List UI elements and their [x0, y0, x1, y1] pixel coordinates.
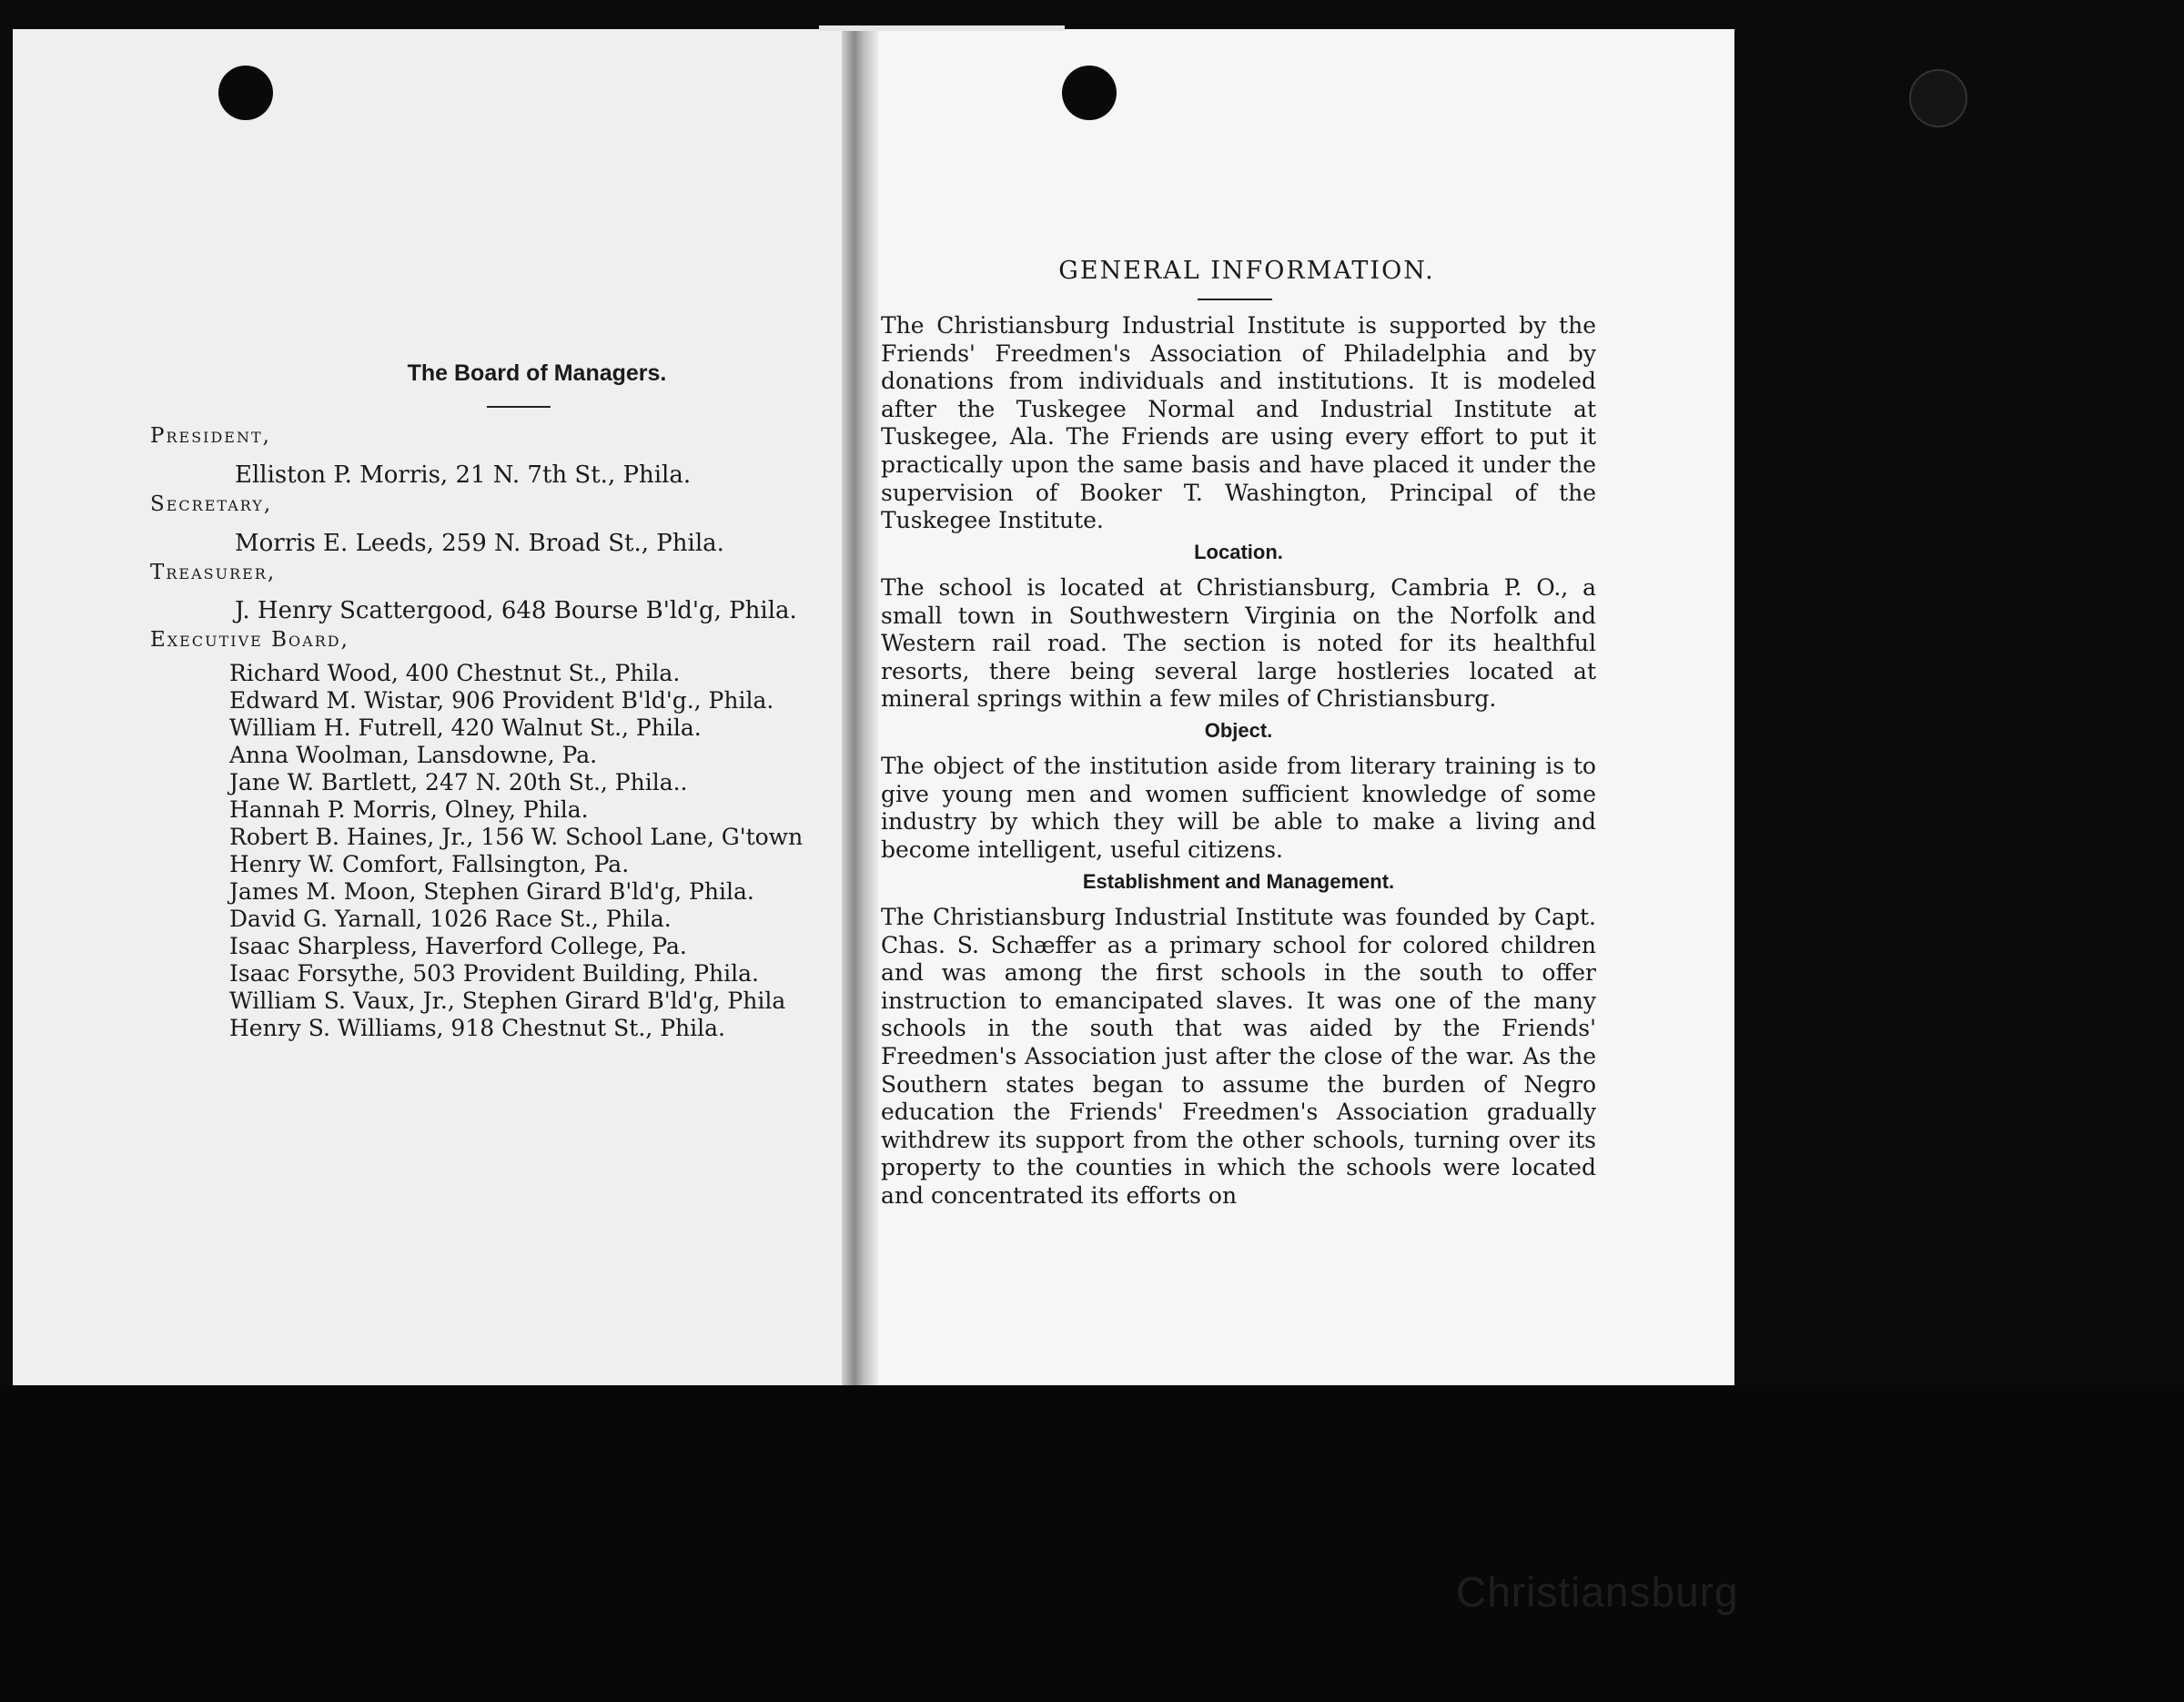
- punch-hole-dark: [1909, 69, 1967, 127]
- board-member: Robert B. Haines, Jr., 156 W. School Lane, G'town: [229, 824, 804, 850]
- board-title: The Board of Managers.: [407, 360, 667, 386]
- board-member: Richard Wood, 400 Chestnut St., Phila.: [229, 660, 681, 686]
- board-member: Jane W. Bartlett, 247 N. 20th St., Phila..: [229, 769, 688, 795]
- intro-paragraph: The Christiansburg Industrial Institute is supported by the Friends' Freedmen's Association of Philadelphia and by donations from individuals and institutions. It is modeled after the Tuskegee Normal and Industrial Institute at Tuskegee, Ala. The Friends are using every effort to put it practically upon the same basis and have placed it under the supervision of Booker T. Washington, Principal of the Tuskegee Institute.: [881, 312, 1596, 534]
- page-gutter: [842, 29, 878, 1385]
- secretary-label: Secretary,: [150, 492, 273, 516]
- object-paragraph: The object of the institution aside from literary training is to give young men and women sufficient knowledge of some industry by which they will be able to make a living and become intelligent, useful citizens.: [881, 753, 1596, 863]
- board-member: Isaac Forsythe, 503 Provident Building, Phila.: [229, 960, 759, 987]
- location-paragraph: The school is located at Christiansburg, Cambria P. O., a small town in Southwestern Virginia on the Norfolk and Western rail road. The section is noted for its healthful resorts, there being several large hostleries located at mineral springs within a few miles of Christiansburg.: [881, 574, 1596, 713]
- president-name: Elliston P. Morris, 21 N. 7th St., Phila.: [235, 461, 692, 489]
- establishment-heading: Establishment and Management.: [1082, 870, 1395, 893]
- board-member: Hannah P. Morris, Olney, Phila.: [229, 796, 589, 823]
- treasurer-label: Treasurer,: [150, 561, 277, 584]
- board-member: Isaac Sharpless, Haverford College, Pa.: [229, 933, 687, 959]
- board-member: Henry W. Comfort, Fallsington, Pa.: [229, 851, 630, 877]
- object-heading: Object.: [1204, 719, 1273, 742]
- title-rule: [1198, 299, 1272, 300]
- scan-bottom-band: [0, 1385, 2184, 1702]
- board-member: David G. Yarnall, 1026 Race St., Phila.: [229, 906, 672, 932]
- treasurer-name: J. Henry Scattergood, 648 Bourse B'ld'g, Phila.: [235, 597, 797, 624]
- board-member: Henry S. Williams, 918 Chestnut St., Phila.: [229, 1015, 725, 1041]
- punch-hole-left: [218, 66, 273, 120]
- board-member: Edward M. Wistar, 906 Provident B'ld'g., Phila.: [229, 687, 774, 714]
- board-member: William H. Futrell, 420 Walnut St., Phila.: [229, 714, 702, 741]
- board-member: Anna Woolman, Lansdowne, Pa.: [229, 742, 598, 768]
- establishment-paragraph: The Christiansburg Industrial Institute was founded by Capt. Chas. S. Schæffer as a primary school for colored children and was among the first schools in the south to offer instruction to emancipated slaves. It was one of the many schools in the south that was aided by the Friends' Freedmen's Association just after the close of the war. As the Southern states began to assume the burden of Negro education the Friends' Freedmen's Association gradually withdrew its support from the other schools, turning over its property to the counties in which the schools were located and concentrated its efforts on: [881, 904, 1596, 1209]
- board-member: William S. Vaux, Jr., Stephen Girard B'ld'g, Phila: [229, 988, 786, 1014]
- title-rule: [487, 406, 551, 408]
- location-heading: Location.: [1194, 541, 1283, 563]
- punch-hole-right: [1062, 66, 1117, 120]
- executive-board-label: Executive Board,: [150, 628, 349, 652]
- general-information-title: GENERAL INFORMATION.: [1058, 257, 1435, 285]
- board-member: James M. Moon, Stephen Girard B'ld'g, Phila.: [229, 878, 754, 905]
- watermark-text: Christiansburg: [1456, 1568, 1739, 1616]
- page-top-tab: [819, 25, 1065, 31]
- secretary-name: Morris E. Leeds, 259 N. Broad St., Phila.: [235, 530, 724, 557]
- president-label: President,: [150, 424, 271, 448]
